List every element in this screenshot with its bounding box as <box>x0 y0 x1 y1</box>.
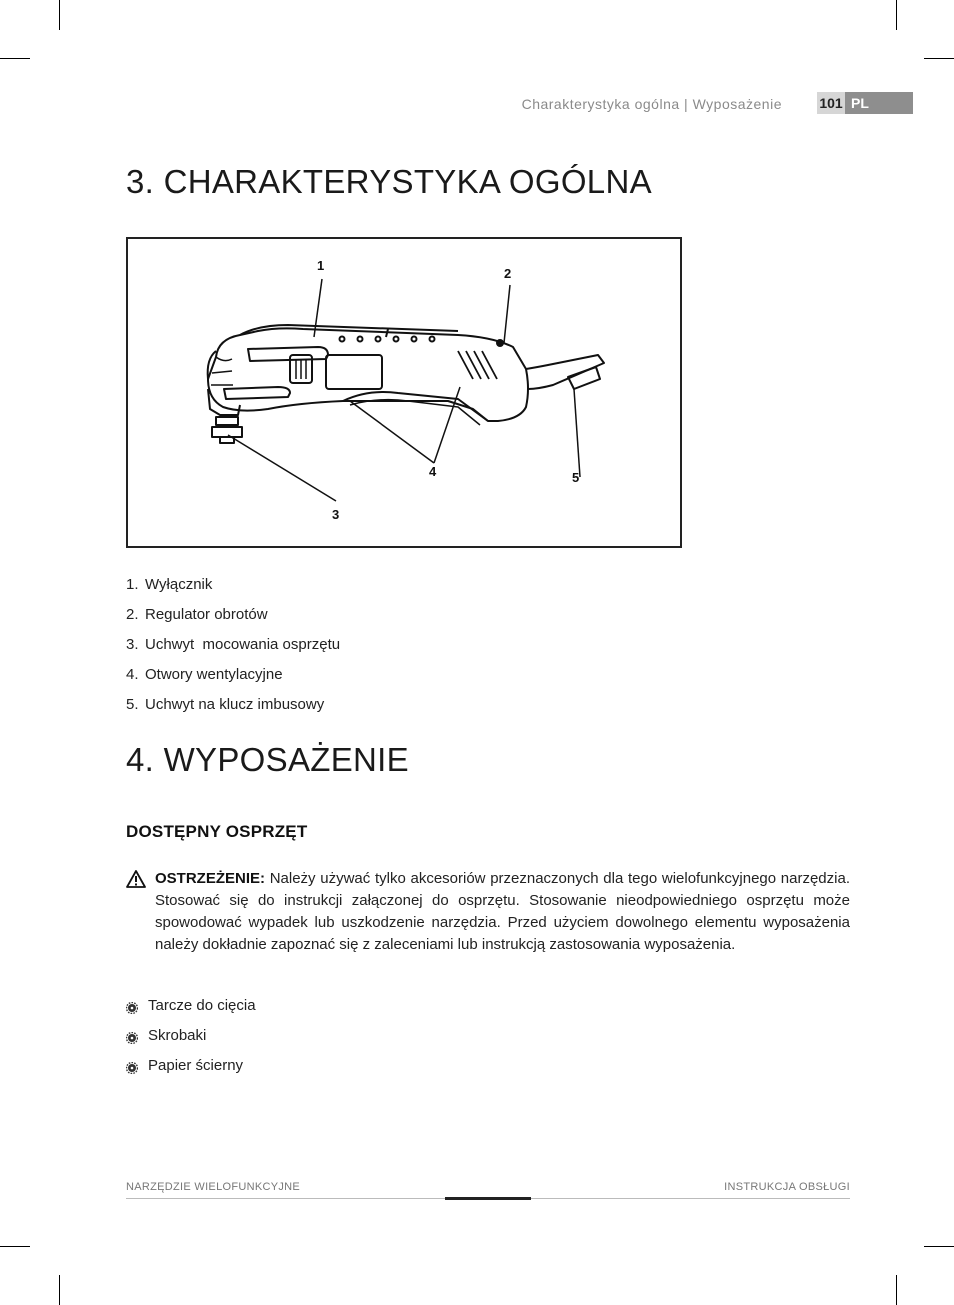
crop-mark <box>924 1246 954 1247</box>
callout-4: 4 <box>429 464 437 479</box>
warning-label: OSTRZEŻENIE: <box>155 870 266 887</box>
crop-mark <box>0 58 30 59</box>
list-item: 3. Uchwyt mocowania osprzętu <box>126 636 341 653</box>
gear-bullet-icon <box>126 1001 148 1018</box>
footer-rule-accent <box>445 1197 531 1200</box>
crop-mark <box>896 1275 897 1305</box>
list-item: 4. Otwory wentylacyjne <box>126 666 283 683</box>
list-item: Papier ścierny <box>126 1057 256 1087</box>
callout-2: 2 <box>504 266 512 281</box>
callout-5: 5 <box>572 470 580 485</box>
tool-diagram <box>126 237 682 548</box>
crop-mark <box>896 0 897 30</box>
crop-mark <box>924 58 954 59</box>
warning-triangle-icon <box>126 870 146 888</box>
page-badge <box>817 92 913 114</box>
multitool-drawing <box>128 239 680 546</box>
footer-doc-name: INSTRUKCJA OBSŁUGI <box>724 1181 850 1193</box>
page-number: 101 <box>817 92 845 114</box>
callout-3: 3 <box>332 507 340 522</box>
list-item: Tarcze do cięcia <box>126 997 256 1027</box>
gear-bullet-icon <box>126 1031 148 1048</box>
language-tag: PL <box>845 92 913 114</box>
crop-mark <box>0 1246 30 1247</box>
gear-bullet-icon <box>126 1061 148 1078</box>
accessories-subtitle: DOSTĘPNY OSPRZĘT <box>126 822 308 841</box>
crop-mark <box>59 0 60 30</box>
list-item: 5. Uchwyt na klucz imbusowy <box>126 696 325 713</box>
list-item: Skrobaki <box>126 1027 256 1057</box>
section-4-title: 4. WYPOSAŻENIE <box>126 741 409 778</box>
accessories-list <box>126 997 256 1087</box>
callout-1: 1 <box>317 258 325 273</box>
running-head: Charakterystyka ogólna | Wyposażenie <box>521 96 782 112</box>
parts-list <box>126 576 340 726</box>
list-item: 1. Wyłącznik <box>126 576 213 593</box>
warning-block <box>126 868 850 956</box>
list-item: 2. Regulator obrotów <box>126 606 268 623</box>
footer-product-name: NARZĘDZIE WIELOFUNKCYJNE <box>126 1181 301 1193</box>
warning-text: OSTRZEŻENIE: Należy używać tylko akcesoriów przeznaczonych dla tego wielofunkcyjnego narzędzia. Stosować się do instrukcji załączonej do osprzętu. Stosowanie nieodpowiedniego osprzętu może spowodować wypadek lub uszkodzenie narzędzia. Przed użyciem dowolnego elementu wyposażenia należy dokładnie zapoznać się z zaleceniami lub instrukcją zastosowania wyposażenia. <box>155 870 850 953</box>
crop-mark <box>59 1275 60 1305</box>
section-3-title: 3. CHARAKTERYSTYKA OGÓLNA <box>126 163 652 200</box>
